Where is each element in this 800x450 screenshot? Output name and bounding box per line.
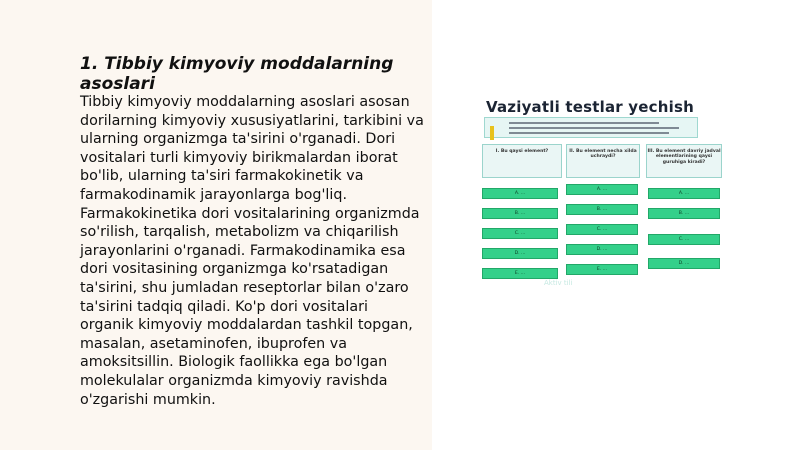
intro-text-line <box>509 132 669 134</box>
answer-option[interactable]: D. ... <box>566 244 638 255</box>
intro-text-line <box>509 122 659 124</box>
section-heading: 1. Tibbiy kimyoviy moddalarning asoslari <box>80 54 394 94</box>
yellow-marker <box>490 126 494 140</box>
answer-option[interactable]: C. ... <box>648 234 720 245</box>
answer-option[interactable]: B. ... <box>648 208 720 219</box>
answer-option[interactable]: A. ... <box>482 188 558 199</box>
answer-option[interactable]: A. ... <box>566 184 638 195</box>
answer-option[interactable]: A. ... <box>648 188 720 199</box>
answer-option[interactable]: D. ... <box>648 258 720 269</box>
answer-option[interactable]: E. ... <box>482 268 558 279</box>
answer-option[interactable]: C. ... <box>482 228 558 239</box>
answer-option[interactable]: B. ... <box>482 208 558 219</box>
answer-option[interactable]: C. ... <box>566 224 638 235</box>
body-paragraph: Tibbiy kimyoviy moddalarning asoslari asosan dorilarning kimyoviy xususiyatlarini, tarkibini va ularning organizmga ta'sirini o'rganadi. Dori vositalari turli kimyoviy birikmalardan iborat bo'lib, ularning ta'siri farmakokinetik va farmakodinamik jarayonlarga bog'liq. Farmakokinetika dori vositalarining organizmda so'rilish, tarqalish, metabolizm va chiqarilish jarayonlarini o'rganadi. Farmakodinamika esa dori vositasining organizmga ko'rsatadigan ta'sirini, shu jumladan reseptorlar bilan o'zaro ta'sirini tadqiq qiladi. Ko'p dori vositalari organik kimyoviy moddalardan tashkil topgan, masalan, asetaminofen, ibuprofen va amoksitsillin. Biologik faollikka ega bo'lgan molekulalar organizmda kimyoviy ravishda o'zgarishi mumkin. <box>80 94 424 408</box>
slide-image <box>476 96 721 290</box>
question-header: I. Bu qaysi element? <box>482 144 562 178</box>
slide-caption: Aktiv tili <box>544 279 573 287</box>
answer-option[interactable]: D. ... <box>482 248 558 259</box>
slide-title: Vaziyatli testlar yechish <box>486 98 694 116</box>
slide-intro-box <box>484 117 698 138</box>
answer-option[interactable]: E. ... <box>566 264 638 275</box>
answer-option[interactable]: B. ... <box>566 204 638 215</box>
question-header: III. Bu element davriy jadval elementlarining qaysi guruhiga kiradi? <box>646 144 722 178</box>
question-header: II. Bu element necha xilda uchraydi? <box>566 144 640 178</box>
intro-text-line <box>509 127 679 129</box>
